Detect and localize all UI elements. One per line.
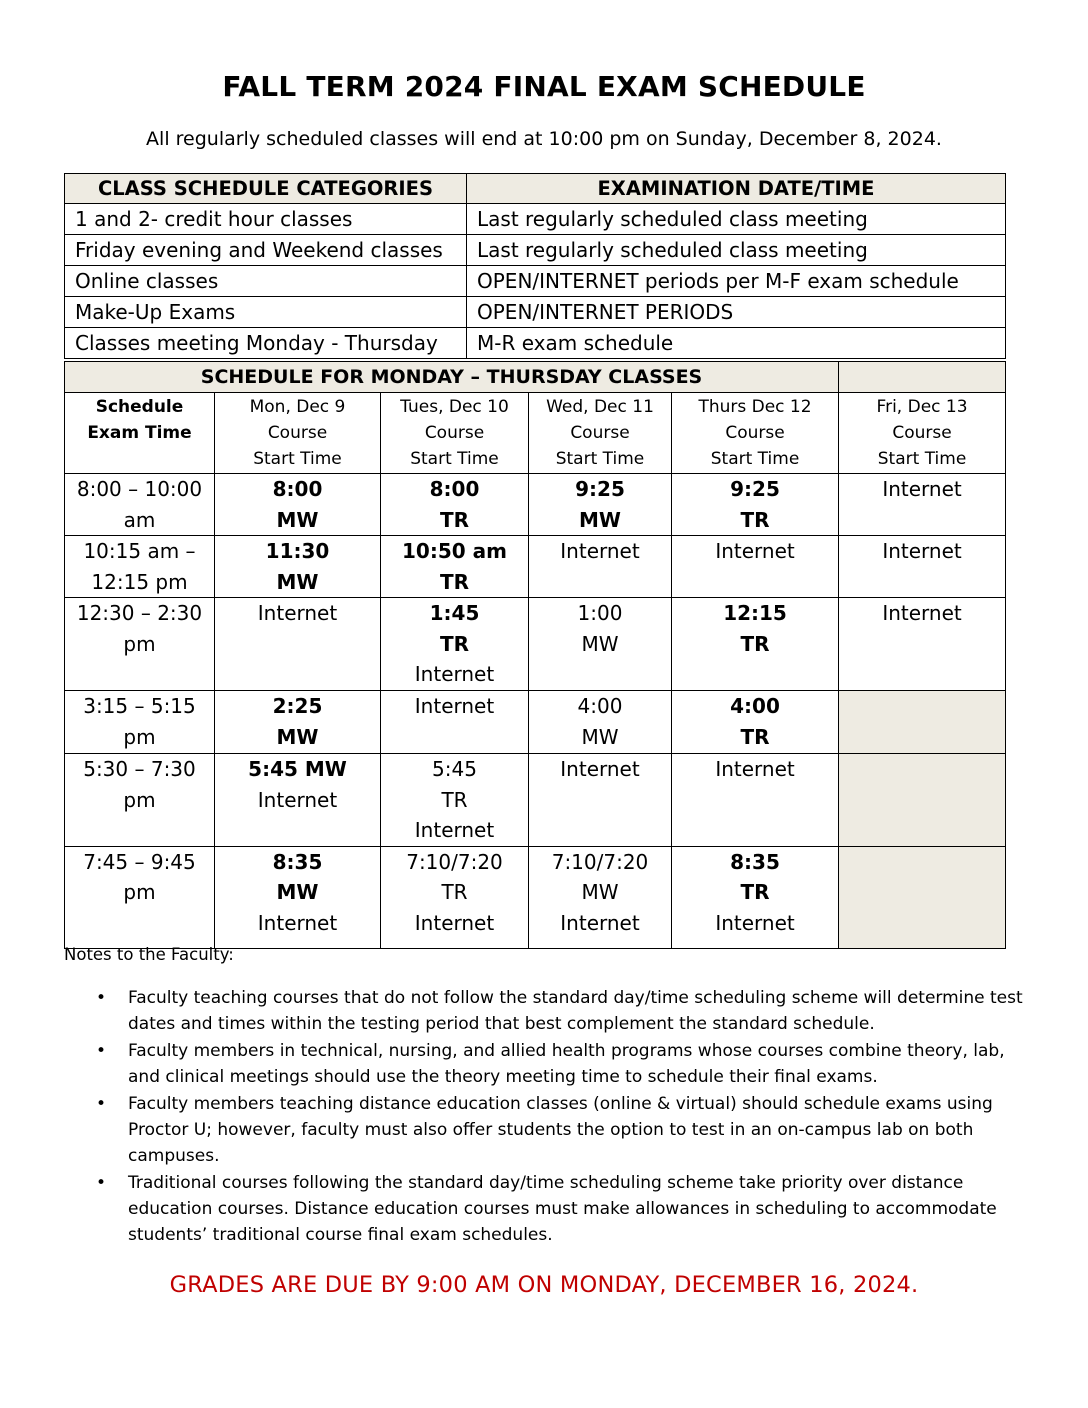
header-line: Course [725,423,785,443]
cell-line: TR [740,507,770,532]
categories-header-row [65,174,1006,204]
exam-time-cell [65,474,215,536]
course-time-cell [672,691,839,754]
shaded-cell [839,362,1006,393]
course-time-cell [381,536,529,598]
cell-line: 8:00 [272,477,323,501]
shaded-cell [839,846,1006,948]
list-item [64,1170,1024,1248]
exam-time-cell [65,536,215,598]
cell-line: 10:15 am – [83,539,196,563]
exam-time-cell [65,754,215,847]
cell-line: pm [123,631,156,656]
cell-line: 10:50 am [402,539,507,563]
page-title: FALL TERM 2024 FINAL EXAM SCHEDULE [222,70,866,103]
course-time-cell [529,846,672,948]
course-time-cell [529,536,672,598]
header-line: Thurs Dec 12 [698,397,812,417]
header-line: Start Time [877,449,967,469]
cell-line: am [123,507,156,532]
course-time-cell [529,754,672,847]
list-item [64,1091,1024,1169]
exam-time-cell: M-R exam schedule [467,328,1006,359]
header-line: Fri, Dec 13 [876,397,968,417]
cell-line: 8:35 [730,849,780,874]
cell-line: TR [441,880,468,904]
cell-line: MW [581,724,619,749]
exam-time-column-header [65,393,215,474]
cell-line: Internet [257,601,338,625]
categories-table [64,173,1006,359]
cell-line: 8:00 [429,477,480,501]
cell-line: MW [276,880,319,904]
table-row [65,204,1006,235]
header-line: Wed, Dec 11 [546,397,654,417]
note-text: Faculty teaching courses that do not follow the standard day/time scheduling scheme will determine test dates and times within the testing period that best complement the standard schedule. [128,988,1023,1034]
shaded-cell [839,754,1006,847]
course-time-cell [839,536,1006,598]
header-line: Mon, Dec 9 [249,397,346,417]
notes-heading: Notes to the Faculty: [64,945,234,964]
list-item [64,1038,1024,1090]
course-time-cell [529,691,672,754]
cell-line: 8:35 [272,849,323,874]
course-time-cell [672,846,839,948]
course-time-cell [381,691,529,754]
table-row [65,691,1006,754]
header-line: Start Time [410,449,499,469]
cell-line: 5:30 – 7:30 [83,757,196,781]
cell-line: TR [740,880,770,904]
cell-line: Internet [414,818,495,842]
categories-header: CLASS SCHEDULE CATEGORIES [65,174,467,204]
header-line: Tues, Dec 10 [400,397,509,417]
table-row [65,754,1006,847]
exam-time-cell [65,691,215,754]
exam-time-cell [65,846,215,948]
bullet-icon: • [96,1173,107,1193]
course-time-cell [672,536,839,598]
day-column-header [672,393,839,474]
day-column-header [381,393,529,474]
cell-line: MW [581,880,619,904]
category-cell: Online classes [65,266,467,297]
cell-line: TR [441,787,468,812]
category-cell: 1 and 2- credit hour classes [65,204,467,235]
course-time-cell [381,474,529,536]
cell-line: MW [581,631,619,656]
cell-line: TR [740,631,770,656]
header-line: Schedule [95,397,184,417]
cell-line: Internet [414,662,495,686]
page-subtitle: All regularly scheduled classes will end at 10:00 pm on Sunday, December 8, 2024. [146,128,942,150]
table-row [65,846,1006,948]
table-row [65,235,1006,266]
cell-line: TR [439,569,470,594]
cell-line: 7:10/7:20 [406,849,503,874]
header-line: Start Time [253,449,342,469]
exam-time-cell: Last regularly scheduled class meeting [467,204,1006,235]
cell-line: TR [740,724,770,749]
note-text: Faculty members teaching distance education classes (online & virtual) should schedule exams using Proctor U; however, faculty must also offer students the option to test in an on-campus lab on both campuses. [128,1094,993,1166]
course-time-cell [215,754,381,847]
cell-line: Internet [560,910,640,935]
table-row [65,266,1006,297]
course-time-cell [529,474,672,536]
course-time-cell [215,474,381,536]
cell-line: 7:10/7:20 [551,849,649,874]
cell-line: pm [123,787,156,812]
cell-line: 5:45 MW [248,757,347,781]
course-time-cell [215,536,381,598]
shaded-cell [839,691,1006,754]
cell-line: 5:45 [432,757,477,781]
day-column-header [215,393,381,474]
course-time-cell [672,598,839,691]
list-item [64,985,1024,1037]
cell-line: Internet [257,910,338,935]
note-text: Traditional courses following the standard day/time scheduling scheme take priority over distance education courses. Distance education courses must make allowances in scheduling to accommodate students’ traditional course final exam schedules. [128,1173,997,1245]
cell-line: Internet [882,601,962,625]
day-column-header [529,393,672,474]
category-cell: Classes meeting Monday - Thursday [65,328,467,359]
cell-line: MW [276,724,319,749]
cell-line: 7:45 – 9:45 [83,849,196,874]
exam-time-cell: OPEN/INTERNET PERIODS [467,297,1006,328]
cell-line: Internet [715,910,795,935]
course-time-cell [381,846,529,948]
bullet-icon: • [96,988,107,1008]
course-time-cell [529,598,672,691]
exam-time-cell: Last regularly scheduled class meeting [467,235,1006,266]
cell-line: 8:00 – 10:00 [76,477,203,501]
course-time-cell [381,754,529,847]
schedule-banner-row [65,362,1006,393]
cell-line: Internet [715,757,795,781]
header-line: Course [424,423,485,443]
cell-line: Internet [882,477,962,501]
cell-line: MW [276,569,319,594]
schedule-banner: SCHEDULE FOR MONDAY – THURSDAY CLASSES [65,362,839,393]
course-time-cell [839,598,1006,691]
category-cell: Friday evening and Weekend classes [65,235,467,266]
cell-line: 3:15 – 5:15 [83,694,196,718]
exam-time-cell: OPEN/INTERNET periods per M-F exam schedule [467,266,1006,297]
course-time-cell [381,598,529,691]
cell-line: pm [123,880,156,904]
cell-line: 11:30 [265,539,330,563]
cell-line: pm [123,724,156,749]
cell-line: Internet [257,787,338,812]
cell-line: Internet [414,694,495,718]
header-line: Course [570,423,630,443]
notes-list [64,985,1024,1249]
header-line: Course [267,423,328,443]
table-row [65,297,1006,328]
exam-time-cell [65,598,215,691]
cell-line: 4:00 [577,694,623,718]
header-line: Start Time [555,449,645,469]
header-line: Course [892,423,952,443]
cell-line: MW [276,507,319,532]
cell-line: 12:15 pm [91,569,188,594]
table-row [65,474,1006,536]
cell-line: 9:25 [575,477,625,501]
table-row [65,598,1006,691]
course-time-cell [215,691,381,754]
column-header-row [65,393,1006,474]
course-time-cell [672,754,839,847]
day-column-header [839,393,1006,474]
course-time-cell [672,474,839,536]
category-cell: Make-Up Exams [65,297,467,328]
bullet-icon: • [96,1094,107,1114]
schedule-table [64,361,1006,949]
cell-line: MW [579,507,621,532]
cell-line: 12:15 [723,601,787,625]
cell-line: Internet [560,757,640,781]
course-time-cell [215,846,381,948]
course-time-cell [839,474,1006,536]
header-line: Exam Time [87,423,192,443]
cell-line: TR [439,631,470,656]
header-line: Start Time [710,449,800,469]
bullet-icon: • [96,1041,107,1061]
grades-due-notice: GRADES ARE DUE BY 9:00 AM ON MONDAY, DECEMBER 16, 2024. [169,1272,919,1298]
cell-line: Internet [560,539,640,563]
cell-line: 1:00 [577,601,623,625]
cell-line: 4:00 [730,694,780,718]
table-row [65,328,1006,359]
cell-line: 1:45 [429,601,480,625]
note-text: Faculty members in technical, nursing, and allied health programs whose courses combine theory, lab, and clinical meetings should use the theory meeting time to schedule their final exams. [128,1041,1005,1087]
table-row [65,536,1006,598]
cell-line: 2:25 [272,694,323,718]
cell-line: 12:30 – 2:30 [76,601,203,625]
cell-line: Internet [414,910,495,935]
cell-line: TR [439,507,470,532]
cell-line: Internet [882,539,962,563]
exam-datetime-header: EXAMINATION DATE/TIME [467,174,1006,204]
course-time-cell [215,598,381,691]
cell-line: 9:25 [730,477,780,501]
cell-line: Internet [715,539,795,563]
